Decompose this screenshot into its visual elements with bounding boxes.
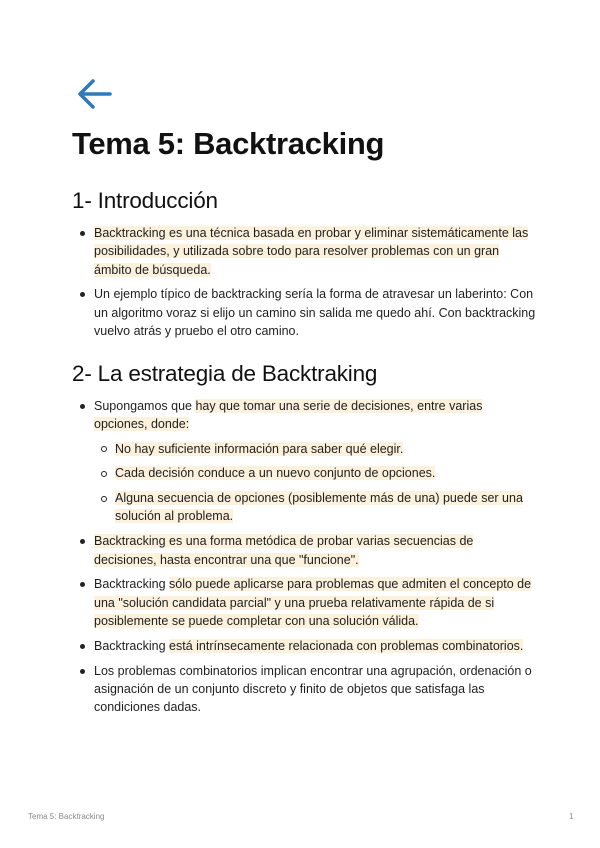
text-segment: Los problemas combinatorios implican encontrar una agrupación, ordenación o asignación de un conjunto discreto y finito de objetos que satisfaga las condiciones dadas. (94, 663, 532, 715)
highlighted-text (94, 226, 528, 277)
highlighted-text: No hay suficiente información para saber qué elegir. (115, 441, 404, 456)
text-segment: Backtracking (94, 577, 170, 592)
list-item (78, 662, 538, 717)
list-item (78, 397, 538, 526)
intro-list (78, 224, 538, 347)
highlighted-text: hay que tomar una serie de decisiones, entre varias opciones, donde: (94, 399, 483, 432)
sub-list-item (94, 464, 538, 482)
text-segment: Backtracking (94, 638, 170, 653)
highlighted-text: Alguna secuencia de opciones (posiblemente más de una) puede ser una solución al problema. (115, 491, 523, 524)
highlighted-text: sólo puede aplicarse para problemas que admiten el concepto de una "solución candidata parcial" y una prueba relativamente rápida de si posiblemente se puede completar con una solución válida. (94, 577, 532, 628)
sub-list-item (94, 440, 538, 458)
highlighted-text: Cada decisión conduce a un nuevo conjunto de opciones. (115, 466, 436, 481)
list-item (78, 532, 538, 569)
list-item (78, 224, 538, 279)
highlighted-text: está intrínsecamente relacionada con problemas combinatorios. (169, 638, 524, 653)
footer-document-title: Tema 5: Backtracking (28, 812, 105, 821)
strategy-list (78, 397, 538, 723)
sub-list-item (94, 489, 538, 526)
list-item (78, 575, 538, 630)
text-segment: Supongamos que (94, 399, 196, 413)
highlighted-text: Backtracking es una forma metódica de probar varias secuencias de decisiones, hasta encontrar una que "funcione". (94, 534, 474, 567)
footer-page-number: 1 (569, 812, 574, 821)
arrow-left-icon[interactable] (74, 76, 114, 112)
text-segment: técnica basada en probar y eliminar sistemáticamente las posibilidades, y utilizada sobre todo para resolver problemas con un gran ámbito de búsqueda. (94, 226, 529, 277)
section-heading-introduccion: 1- Introducción (72, 188, 218, 213)
sub-list (94, 440, 538, 526)
list-item (78, 285, 538, 340)
text-segment: Backtracking es una (94, 226, 211, 240)
text-segment: Un ejemplo típico de backtracking sería la forma de atravesar un laberinto: Con un algoritmo voraz si elijo un camino sin salida me quedo ahí. Con backtracking vuelvo atrás y pruebo el otro camino. (94, 287, 536, 338)
page-title: Tema 5: Backtracking (72, 126, 385, 161)
section-heading-estrategia: 2- La estrategia de Backtraking (72, 361, 378, 386)
list-item (78, 637, 538, 655)
